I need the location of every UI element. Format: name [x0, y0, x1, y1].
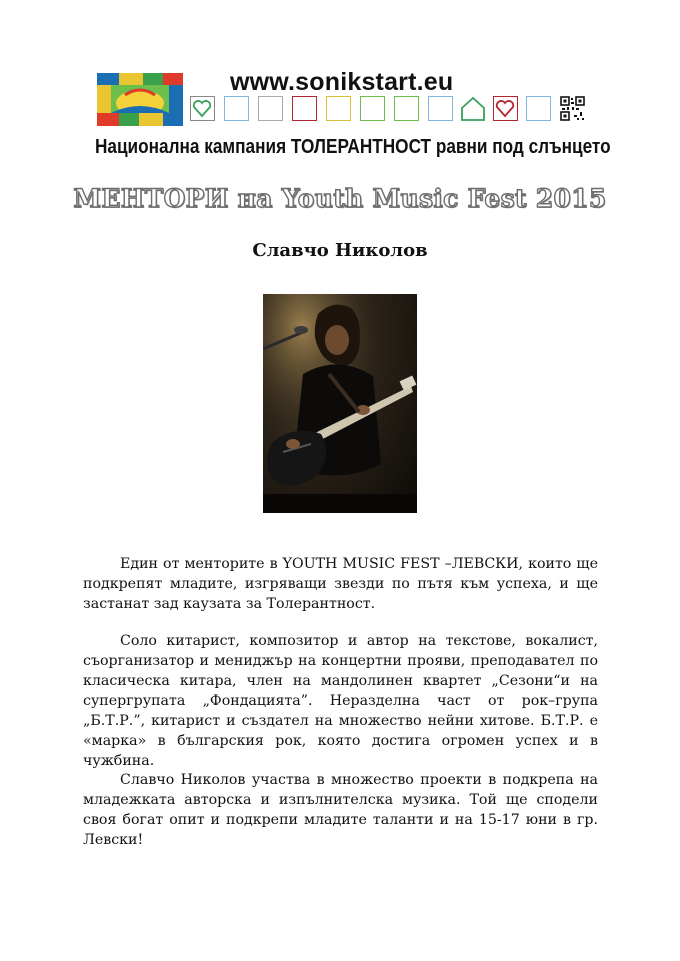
- guitarist-photo: [263, 294, 417, 513]
- square-icon: [224, 96, 249, 121]
- house-icon: [460, 96, 485, 121]
- logo: [97, 73, 183, 126]
- qr-code-icon: [560, 96, 585, 121]
- square-icon: [394, 96, 419, 121]
- square-icon: [360, 96, 385, 121]
- mentor-name: Славчо Николов: [252, 240, 428, 261]
- heart-icon: [493, 96, 518, 121]
- square-icon: [292, 96, 317, 121]
- page-title: МЕНТОРИ на Youth Music Fest 2015: [73, 184, 607, 213]
- paragraph-text: Един от менторите в YOUTH MUSIC FEST –ЛЕВСКИ, които ще подкрепят младите, изгряващи звезди по пътя към успеха, и ще застанат зад каузата за Толерантност.: [83, 556, 598, 612]
- paragraph-1: [83, 554, 598, 614]
- paragraph-text: Соло китарист, композитор и автор на текстове, вокалист, съорганизатор и мениджър на концертни прояви, преподавател по класическа китара, член на мандолинен квартет „Сезони“и на супергрупата „Фондацията”. Неразделна част от рок–група „Б.Т.Р.”, китарист и създател на множество нейни хитове. Б.Т.Р. е «марка» в българския рок, която достига огромен успех и в чужбина.: [83, 633, 598, 769]
- paragraph-2: [83, 631, 598, 771]
- heart-icon: [190, 96, 215, 121]
- square-icon: [428, 96, 453, 121]
- square-icon: [326, 96, 351, 121]
- square-icon: [526, 96, 551, 121]
- paragraph-text: Славчо Николов участва в множество проекти в подкрепа на младежката авторска и изпълнителска музика. Той ще сподели своя богат опит и подкрепи младите таланти и на 15-17 юни в гр. Левски!: [83, 772, 598, 848]
- square-icon: [258, 96, 283, 121]
- paragraph-3: [83, 770, 598, 850]
- site-url: www.sonikstart.eu: [230, 68, 454, 96]
- campaign-title: Национална кампания ТОЛЕРАНТНОСТ равни под слънцето: [95, 136, 611, 158]
